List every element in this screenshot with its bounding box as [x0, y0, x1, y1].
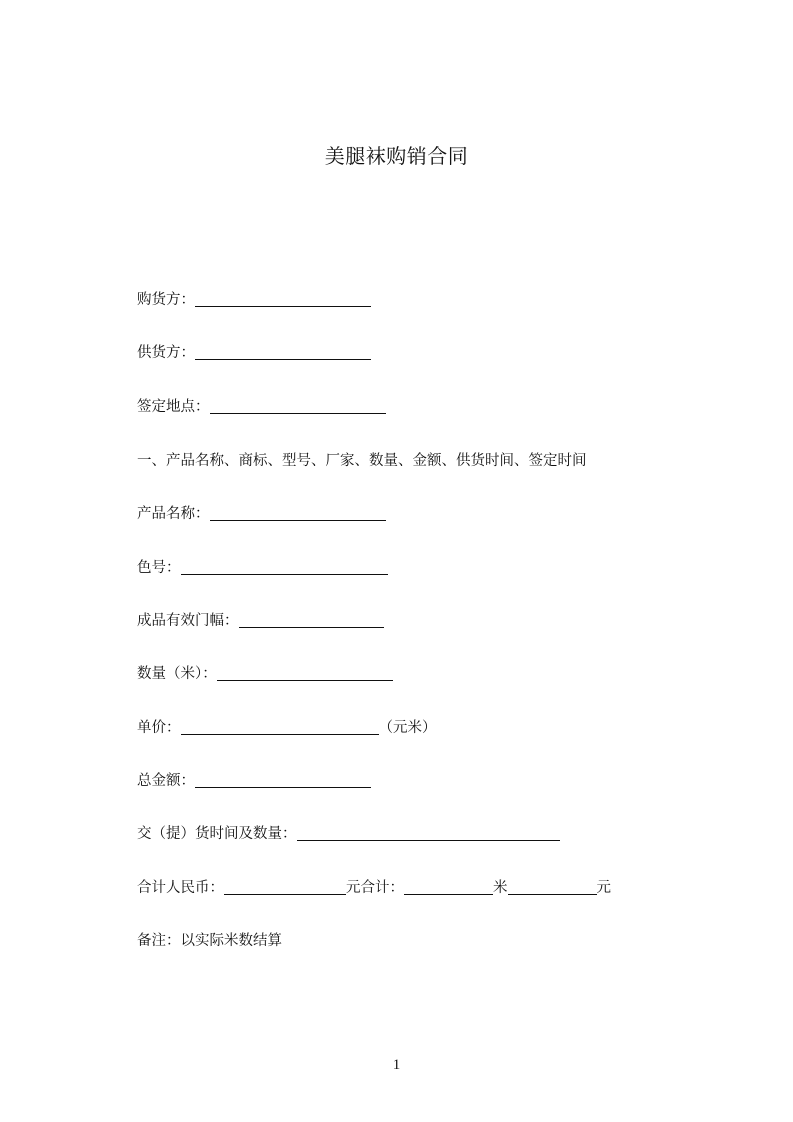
document-title: 美腿袜购销合同 — [324, 144, 469, 168]
width-label: 成品有效门幅： — [137, 613, 239, 629]
unit-price-unit: （元米） — [378, 720, 437, 736]
product-name-label: 产品名称： — [137, 506, 210, 522]
sign-place-blank[interactable] — [210, 397, 386, 414]
yuan-unit: 元 — [596, 880, 611, 896]
color-number-label: 色号： — [137, 560, 181, 576]
buyer-label: 购货方： — [137, 292, 195, 308]
page-number: 1 — [392, 1057, 401, 1073]
total-amount-line — [137, 770, 371, 792]
quantity-label: 数量（米）： — [137, 666, 217, 682]
supplier-blank[interactable] — [195, 343, 371, 360]
product-name-blank[interactable] — [210, 504, 386, 521]
remark-line: 备注：以实际米数结算 — [137, 933, 282, 949]
meter-total-blank[interactable] — [404, 878, 493, 895]
total-amount-blank[interactable] — [195, 771, 371, 788]
section-one-heading: 一、产品名称、商标、型号、厂家、数量、金额、供货时间、签定时间 — [137, 453, 587, 469]
buyer-line — [137, 289, 371, 311]
delivery-blank[interactable] — [297, 824, 560, 841]
color-number-line — [137, 557, 388, 579]
sign-place-label: 签定地点： — [137, 399, 210, 415]
rmb-total-line — [137, 877, 611, 899]
buyer-blank[interactable] — [195, 290, 371, 307]
width-blank[interactable] — [239, 611, 384, 628]
rmb-total-blank[interactable] — [224, 878, 346, 895]
unit-price-blank[interactable] — [181, 718, 379, 735]
supplier-label: 供货方： — [137, 345, 195, 361]
meter-unit: 米 — [493, 880, 508, 896]
yuan-total-blank[interactable] — [508, 878, 597, 895]
width-line — [137, 610, 384, 632]
quantity-blank[interactable] — [217, 664, 393, 681]
unit-price-line — [137, 717, 437, 739]
color-number-blank[interactable] — [181, 558, 388, 575]
rmb-total-label: 合计人民币： — [137, 880, 224, 896]
total-amount-label: 总金额： — [137, 773, 195, 789]
delivery-label: 交（提）货时间及数量： — [137, 826, 297, 842]
delivery-line — [137, 823, 560, 845]
supplier-line — [137, 342, 371, 364]
product-name-line — [137, 503, 386, 525]
unit-price-label: 单价： — [137, 720, 181, 736]
quantity-line — [137, 663, 393, 685]
rmb-total-unit: 元合计： — [346, 880, 404, 896]
sign-place-line — [137, 396, 386, 418]
